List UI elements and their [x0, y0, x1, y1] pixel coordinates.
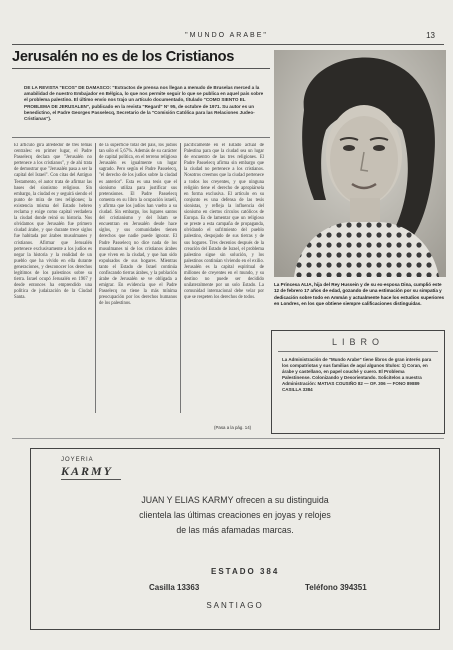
ad-logo-label: JOYERIA [61, 457, 94, 463]
ad-logo-underline [61, 479, 121, 480]
ad-line-3: de las más afamadas marcas. [176, 525, 294, 535]
ad-city: SANTIAGO [206, 601, 264, 610]
ad-line-2: clientela las últimas creaciones en joyas y relojes [139, 510, 331, 520]
portrait-image [274, 50, 446, 277]
photo-caption: La Princesa ALIA, hija del Rey Hussein y de su ex-esposa Dina, cumplió este 12 de febrero 17 años de edad, gozando de una estimación por su simpatía y dedicación sobre todo en Ammán y actualmente hace los estudios superiores en Londres, en los que obtiene siempre calificaciones distinguidas. [274, 282, 445, 307]
libro-box [271, 330, 445, 434]
header-rule [12, 44, 444, 45]
libro-body: La Administración de "Mundo Arabe" tiene libros de gran interés para los compatriotas y sus familias de aquí algunos títulos: 1) Coran, en árabe y castellano, en papel couché y cuero. El Problema Palestinense. Colonizando y Desorientando. Solicítelos a nuestra Administración: MATIAS COUSIÑO 82 — OF. 306 — FONO 89889 CASILLA 3384 [282, 357, 432, 392]
ad-casilla: Casilla 13363 [149, 583, 200, 592]
magazine-name: "MUNDO ARABE" [185, 32, 268, 39]
ad-telephone: Teléfono 394351 [305, 583, 367, 592]
ad-logo: KARMY [61, 464, 114, 478]
column-divider [180, 143, 181, 413]
intro-rule [12, 137, 270, 138]
article-column-2: de la superficie total del país, los judíos tan sólo el 5,67%. Además de su carácter de capital política, en el terreno religioso Jerusalén es igualmente un lugar sagrado. Pero según el Padre Passelecq, "el derecho de los judíos sobre la ciudad es anterior". Esta es una tesis que el sionismo utiliza para justificar sus pretensiones. El Padre Passelecq comenta en su libro la ocupación israelí, y afirma que los judíos han vuelto a su ciudad. Sin embargo, los lugares santos del cristianismo y del Islam se encuentran en Jerusalén desde hace siglos, y sus comunidades tienen derechos que nadie puede ignorar. El Padre Passelecq no dice nada de los musulmanes ni de los cristianos árabes que viven en la ciudad, y que han sido expulsados de sus hogares. Mientras tanto el Estado de Israel continúa confiscando tierras árabes, y la población árabe de Jerusalén se ve obligada a emigrar. En evidencia que el Padre Passelecq no tiene la más mínima preocupación por los derechos humanos de los palestinos. [99, 143, 177, 307]
libro-heading: LIBRO [331, 337, 384, 347]
title-rule [12, 68, 270, 69]
page-header [0, 30, 453, 44]
libro-rule [278, 351, 438, 352]
ad-address: ESTADO 384 [211, 567, 280, 576]
column-divider [95, 143, 96, 413]
princess-photo [274, 50, 446, 277]
section-rule [12, 438, 444, 439]
ad-line-1: JUAN Y ELIAS KARMY ofrecen a su distinguida [141, 495, 329, 505]
page-number: 13 [426, 31, 435, 40]
article-intro: DE LA REVISTA "ECOS" DE DAMASCO: "Extractos de prensa nos llegan a menudo de Bruselas merced a la amabilidad de nuestro Embajador en Bélgica, lo que nos permite seguir lo que se publica en aquel país sobre el problema palestino. El último envío nos trajo un artículo documentado, titulado "COMO SIENTO EL PROBLEMA DE JERUSALEN", publicado en la revista "Regard" N° 95, de octubre de 1971. Su autor es un benedictino, el Padre Georges Passelecq, Secretario de la "Comisión Católica para las Relaciones Judeo-Cristianas"). [24, 85, 264, 122]
continued-note: (Pasa a la pág. 14) [214, 425, 252, 430]
karmy-advertisement [30, 448, 440, 630]
article-title: Jerusalén no es de los Cristianos [12, 49, 235, 65]
article-column-1: El artículo gira alrededor de tres temas centrales: en primer lugar, el Padre Passelecq declara que "Jerusalén no pertenece a los cristianos", y de ahí trata de demostrar que "Jerusalén pasa a ser la capital del Israel". Con citas del Antiguo Testamento, el autor trata de afirmar las bases del sionismo religioso. Sin embargo, la ciudad es y seguirá siendo el punto de mira de tres religiones; la existencia misma del Estado hebreo reclama y exige como capital verdadera la ciudad donde reinó su historia. Nos olvidamos que Jerusalén fue primero ciudad árabe, y que durante trece siglos fue habitada por árabes musulmanes y cristianos. Afirmar que Jerusalén pertenece exclusivamente a los judíos es negar la historia y la realidad de un pueblo que ha vivido en ella durante generaciones, y desconocer los derechos legítimos de los palestinos sobre su tierra. Israel ocupó Jerusalén en 1967 y desde entonces ha emprendido una política de judaización de la Ciudad Santa. [14, 143, 92, 301]
article-column-3: pacíficamente en el Estado actual de Palestina para que la ciudad sea un lugar de encuentro de las tres religiones. El Padre Passelecq afirma sin embargo que la ciudad no pertenece a los cristianos. Nosotros creemos que la ciudad pertenece a todos los creyentes, y que ninguna religión tiene el derecho de apropiársela en forma exclusiva. El artículo en su conjunto es una defensa de las tesis sionistas, y refleja la influencia del sionismo en ciertos círculos católicos de Europa. Es de lamentar que un religioso se preste a esta campaña de propaganda, olvidando el sufrimiento del pueblo palestino, despojado de sus tierras y de sus hogares. Tres decenios después de la creación del Estado de Israel, el problema palestino sigue sin solución, y los palestinos continúan viviendo en el exilio. Jerusalén es la capital espiritual de millones de creyentes en el mundo, y su destino no puede ser decidido unilateralmente por un solo Estado. La comunidad internacional debe velar por que se respeten los derechos de todos. [184, 143, 264, 301]
